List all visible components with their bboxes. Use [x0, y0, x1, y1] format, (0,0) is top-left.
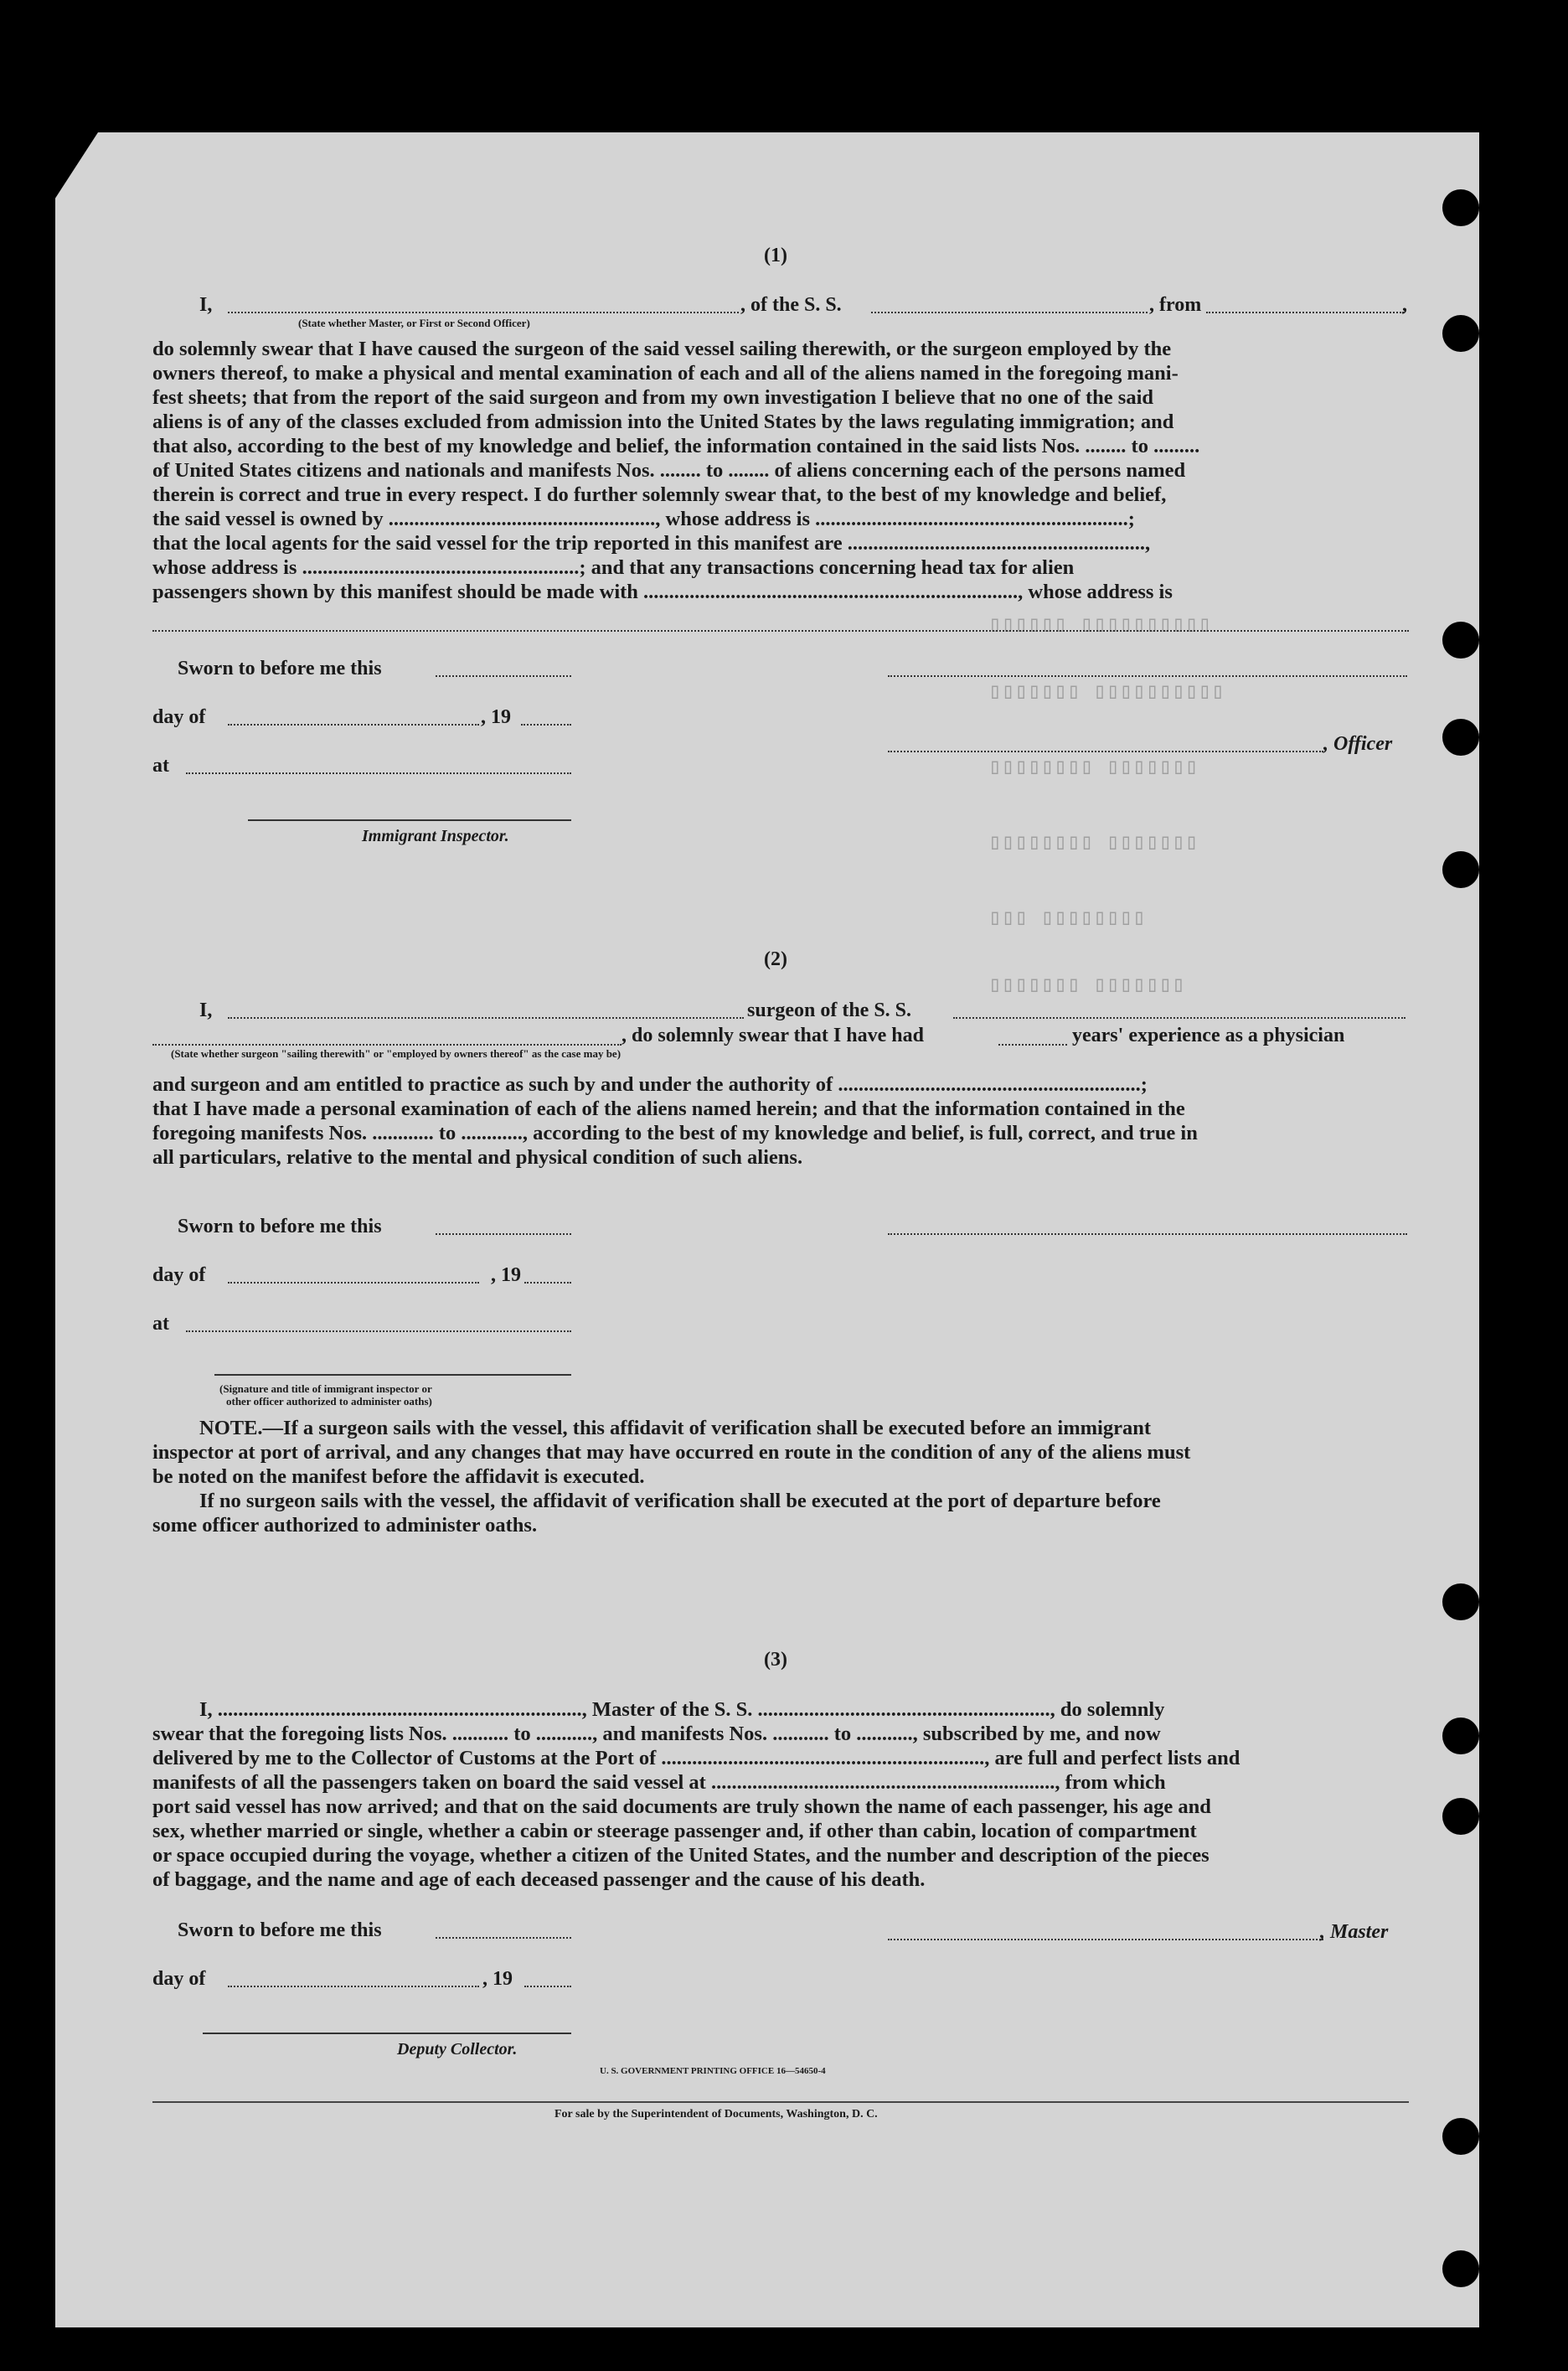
- punch-hole: [1442, 2118, 1479, 2155]
- body-line: fest sheets; that from the report of the said surgeon and from my own investigation I believe that no one of the said: [152, 386, 1153, 409]
- state-officer-note: (State whether Master, or First or Second Officer): [298, 317, 530, 329]
- body-line: all particulars, relative to the mental and physical condition of such aliens.: [152, 1146, 803, 1169]
- body-line: manifests of all the passengers taken on board the said vessel at ..................................................................., from which: [152, 1771, 1166, 1794]
- from-label: , from: [1149, 294, 1202, 316]
- inspector-signature-line[interactable]: [214, 1374, 571, 1376]
- body-line: and surgeon and am entitled to practice as such by and under the authority of ...........................................................;: [152, 1073, 1148, 1096]
- year-field[interactable]: [524, 1282, 571, 1284]
- punch-hole: [1442, 1718, 1479, 1754]
- comma: ,: [1402, 294, 1407, 316]
- day-of-field[interactable]: [228, 1282, 479, 1284]
- officer-rank-field[interactable]: [228, 312, 739, 313]
- section-2-body: [152, 1072, 1409, 1170]
- punch-hole: [1442, 719, 1479, 756]
- sworn-day-field[interactable]: [436, 1937, 571, 1939]
- sworn-label: Sworn to before me this: [178, 658, 382, 679]
- surgeon-state-note: (State whether surgeon "sailing therewith" or "employed by owners thereof" as the case may be): [171, 1047, 622, 1060]
- at-field[interactable]: [186, 1330, 571, 1332]
- gpo-imprint: U. S. GOVERNMENT PRINTING OFFICE 16—54650-4: [600, 2066, 826, 2076]
- body-line: that the local agents for the said vessel for the trip reported in this manifest are ..........................................................,: [152, 532, 1151, 555]
- bleed-through-text: ▯▯▯▯▯▯▯▯▯▯ ▯▯▯▯▯▯▯: [988, 679, 1225, 705]
- section-2-number: (2): [764, 948, 787, 970]
- body-line: delivered by me to the Collector of Customs at the Port of ..............................................................., are full and perfect lists and: [152, 1747, 1240, 1769]
- year-field[interactable]: [524, 1986, 571, 1987]
- deputy-collector-label: Deputy Collector.: [397, 2040, 518, 2058]
- body-line: swear that the foregoing lists Nos. ........... to ..........., and manifests Nos. ........... to ..........., subscribed by me, and now: [152, 1723, 1161, 1745]
- body-line: port said vessel has now arrived; and that on the said documents are truly shown the name of each passenger, his age and: [152, 1795, 1211, 1818]
- body-line: I, ......................................................................., Master of the S. S. ........................................................., do solemnly: [199, 1698, 1165, 1721]
- body-line: do solemnly swear that I have caused the surgeon of the said vessel sailing therewith, or the surgeon employed by the: [152, 338, 1172, 360]
- body-line: foregoing manifests Nos. ............ to ............, according to the best of my knowledge and belief, is full, correct, and true in: [152, 1122, 1198, 1144]
- footer-rule: [152, 2101, 1409, 2103]
- signature-note: (Signature and title of immigrant inspector or: [219, 1382, 432, 1395]
- deputy-collector-signature-line[interactable]: [203, 2033, 571, 2034]
- note-line: inspector at port of arrival, and any changes that may have occurred en route in the condition of any of the aliens must: [152, 1441, 1191, 1464]
- sworn-day-field[interactable]: [436, 1233, 571, 1235]
- body-line: or space occupied during the voyage, whether a citizen of the United States, and the number and description of the pieces: [152, 1844, 1210, 1867]
- bleed-through-text: ▯▯▯▯▯▯▯ ▯▯▯▯▯▯▯▯: [988, 830, 1199, 855]
- body-line: of baggage, and the name and age of each deceased passenger and the cause of his death.: [152, 1868, 926, 1891]
- signature-note: other officer authorized to administer oaths): [226, 1395, 432, 1408]
- officer-label: , Officer: [1323, 733, 1393, 755]
- at-label: at: [152, 1313, 169, 1335]
- years-experience-label: years' experience as a physician: [1072, 1025, 1345, 1046]
- body-line: sex, whether married or single, whether a cabin or steerage passenger and, if other than cabin, location of compartment: [152, 1820, 1197, 1842]
- body-line: passengers shown by this manifest should be made with ........................................................................., whose address is: [152, 581, 1173, 603]
- punch-hole: [1442, 1583, 1479, 1620]
- sworn-label: Sworn to before me this: [178, 1919, 382, 1941]
- section-3-number: (3): [764, 1649, 787, 1671]
- year-label: , 19: [491, 1264, 521, 1286]
- surgeon-vessel-field[interactable]: [953, 1017, 1406, 1019]
- punch-hole: [1442, 622, 1479, 659]
- at-label: at: [152, 755, 169, 777]
- at-field[interactable]: [186, 772, 571, 774]
- vessel-name-field[interactable]: [871, 312, 1148, 313]
- section-1-body: [152, 337, 1409, 604]
- section-3-body: [152, 1697, 1409, 1892]
- day-of-label: day of: [152, 1968, 206, 1990]
- master-label: , Master: [1320, 1921, 1389, 1943]
- sworn-label: Sworn to before me this: [178, 1216, 382, 1237]
- year-label: , 19: [481, 706, 511, 728]
- inspector-signature-line[interactable]: [248, 819, 571, 821]
- surgeon-name-field[interactable]: [228, 1017, 744, 1019]
- body-line: aliens is of any of the classes excluded from admission into the United States by the laws regulating immigration; and: [152, 411, 1174, 433]
- body-line: whose address is ......................................................; and that any transactions concerning head tax for alien: [152, 556, 1075, 579]
- immigrant-inspector-label: Immigrant Inspector.: [362, 827, 509, 845]
- year-label: , 19: [482, 1968, 513, 1990]
- note-line: If no surgeon sails with the vessel, the affidavit of verification shall be executed at the port of departure before: [199, 1490, 1161, 1512]
- solemnly-swear-label: , do solemnly swear that I have had: [622, 1025, 924, 1046]
- punch-hole: [1442, 2250, 1479, 2287]
- punch-hole: [1442, 1798, 1479, 1835]
- body-line: therein is correct and true in every respect. I do further solemnly swear that, to the best of my knowledge and belief,: [152, 483, 1167, 506]
- body-line: that I have made a personal examination of each of the aliens named herein; and that the information contained in the: [152, 1098, 1185, 1120]
- officer-signature-line[interactable]: [888, 675, 1407, 677]
- note-line: NOTE.—If a surgeon sails with the vessel, this affidavit of verification shall be executed before an immigrant: [199, 1417, 1152, 1439]
- year-field[interactable]: [521, 724, 571, 726]
- note-line: some officer authorized to administer oaths.: [152, 1514, 538, 1537]
- bleed-through-text: ▯▯▯▯▯▯▯ ▯▯▯▯▯▯▯▯: [988, 755, 1199, 780]
- note-line: be noted on the manifest before the affidavit is executed.: [152, 1465, 645, 1488]
- surgeon-status-field[interactable]: [152, 1044, 622, 1046]
- section-2-i: I,: [199, 1000, 213, 1021]
- from-port-field[interactable]: [1206, 312, 1404, 313]
- surgeon-signature-line[interactable]: [888, 1233, 1407, 1235]
- bleed-through-text: ▯▯▯▯▯▯▯▯ ▯▯▯: [988, 906, 1146, 931]
- agent-address-field[interactable]: [152, 630, 1409, 632]
- body-line: owners thereof, to make a physical and mental examination of each and all of the aliens named in the foregoing mani-: [152, 362, 1179, 385]
- punch-hole: [1442, 851, 1479, 888]
- sale-notice: For sale by the Superintendent of Documents, Washington, D. C.: [554, 2108, 878, 2120]
- section-2-note: [152, 1416, 1409, 1537]
- day-of-label: day of: [152, 706, 206, 728]
- punch-hole: [1442, 315, 1479, 352]
- body-line: of United States citizens and nationals and manifests Nos. ........ to ........ of aliens concerning each of the persons named: [152, 459, 1186, 482]
- sworn-day-field[interactable]: [436, 675, 571, 677]
- bleed-through-text: ▯▯▯▯▯▯▯▯▯▯ ▯▯▯▯▯▯: [988, 612, 1212, 638]
- section-1-number: (1): [764, 245, 787, 266]
- body-line: the said vessel is owned by ...................................................., whose address is .............................................................;: [152, 508, 1135, 530]
- punch-hole: [1442, 189, 1479, 226]
- master-signature-line[interactable]: [888, 1939, 1323, 1940]
- bleed-through-text: ▯▯▯▯▯▯▯ ▯▯▯▯▯▯▯: [988, 973, 1185, 998]
- body-line: that also, according to the best of my knowledge and belief, the information contained in the said lists Nos. ........ to .........: [152, 435, 1200, 457]
- officer-name-field[interactable]: [888, 751, 1323, 752]
- section-1-i: I,: [199, 294, 213, 316]
- of-the-ss-label: , of the S. S.: [740, 294, 842, 316]
- years-field[interactable]: [998, 1044, 1067, 1046]
- day-of-field[interactable]: [228, 724, 479, 726]
- day-of-field[interactable]: [228, 1986, 479, 1987]
- day-of-label: day of: [152, 1264, 206, 1286]
- surgeon-of-label: surgeon of the S. S.: [747, 1000, 912, 1021]
